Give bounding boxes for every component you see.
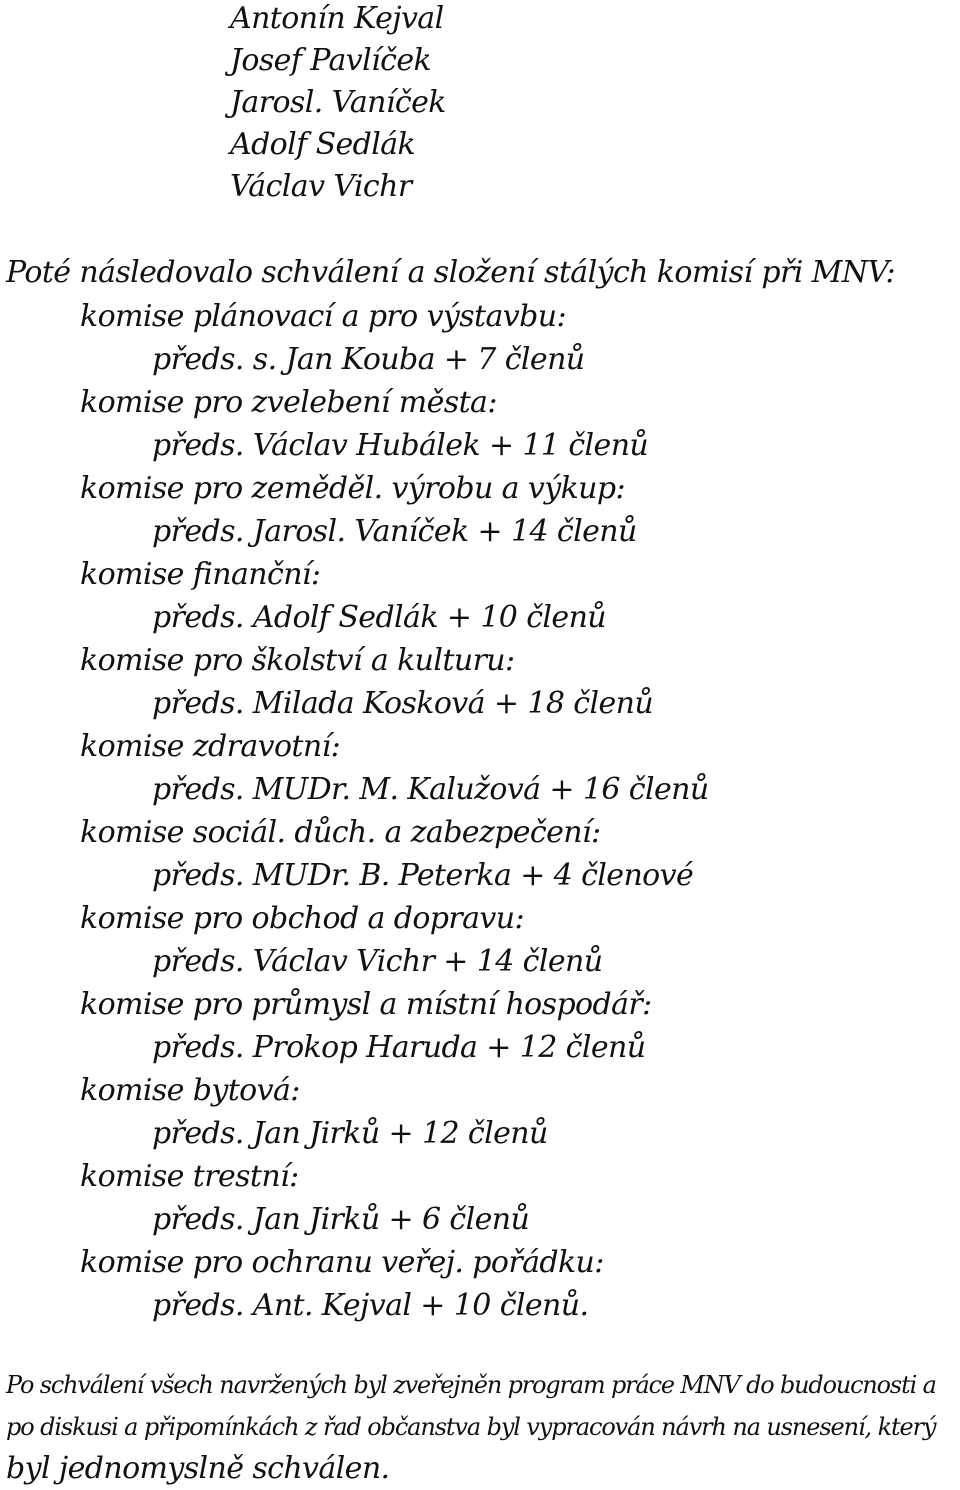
commission-name: komise finanční: xyxy=(80,557,321,592)
commission-chair: předs. Václav Vichr + 14 členů xyxy=(152,944,603,979)
commission-name: komise zdravotní: xyxy=(80,729,341,764)
commission-name: komise pro zvelebení města: xyxy=(80,385,497,420)
commission-name: komise pro ochranu veřej. pořádku: xyxy=(80,1245,604,1280)
member-name: Josef Pavlíček xyxy=(230,43,432,78)
commission-chair: předs. Adolf Sedlák + 10 členů xyxy=(152,600,607,635)
commission-name: komise bytová: xyxy=(80,1073,300,1108)
commission-chair: předs. Jan Jirků + 6 členů xyxy=(152,1202,530,1237)
commission-chair: předs. Prokop Haruda + 12 členů xyxy=(152,1030,646,1065)
member-name: Adolf Sedlák xyxy=(230,127,416,162)
commission-chair: předs. MUDr. B. Peterka + 4 členové xyxy=(152,858,694,893)
member-name: Jarosl. Vaníček xyxy=(230,85,446,120)
commission-chair: předs. Jarosl. Vaníček + 14 členů xyxy=(152,514,637,549)
commission-chair: předs. Ant. Kejval + 10 členů. xyxy=(152,1288,589,1323)
member-name: Václav Vichr xyxy=(230,169,412,204)
paragraph-line: po diskusi a připomínkách z řad občanstva byl vypracován návrh na usnesení, který xyxy=(6,1413,936,1441)
commission-name: komise pro obchod a dopravu: xyxy=(80,901,524,936)
commission-chair: předs. Václav Hubálek + 11 členů xyxy=(152,428,649,463)
commission-chair: předs. Milada Kosková + 18 členů xyxy=(152,686,654,721)
intro-text: Poté následovalo schválení a složení stálých komisí při MNV: xyxy=(6,255,896,290)
commission-name: komise pro průmysl a místní hospodář: xyxy=(80,987,652,1022)
commission-name: komise pro zeměděl. výrobu a výkup: xyxy=(80,471,625,506)
commission-chair: předs. MUDr. M. Kalužová + 16 členů xyxy=(152,772,709,807)
paragraph-line: byl jednomyslně schválen. xyxy=(6,1451,390,1486)
commission-chair: předs. s. Jan Kouba + 7 členů xyxy=(152,342,585,377)
paragraph-line: Po schválení všech navržených byl zveřejněn program práce MNV do budoucnosti a xyxy=(6,1371,936,1399)
commission-chair: předs. Jan Jirků + 12 členů xyxy=(152,1116,548,1151)
member-name: Antonín Kejval xyxy=(230,1,444,36)
commission-name: komise plánovací a pro výstavbu: xyxy=(80,299,566,334)
commission-name: komise sociál. důch. a zabezpečení: xyxy=(80,815,601,850)
commission-name: komise pro školství a kulturu: xyxy=(80,643,515,678)
commission-name: komise trestní: xyxy=(80,1159,299,1194)
